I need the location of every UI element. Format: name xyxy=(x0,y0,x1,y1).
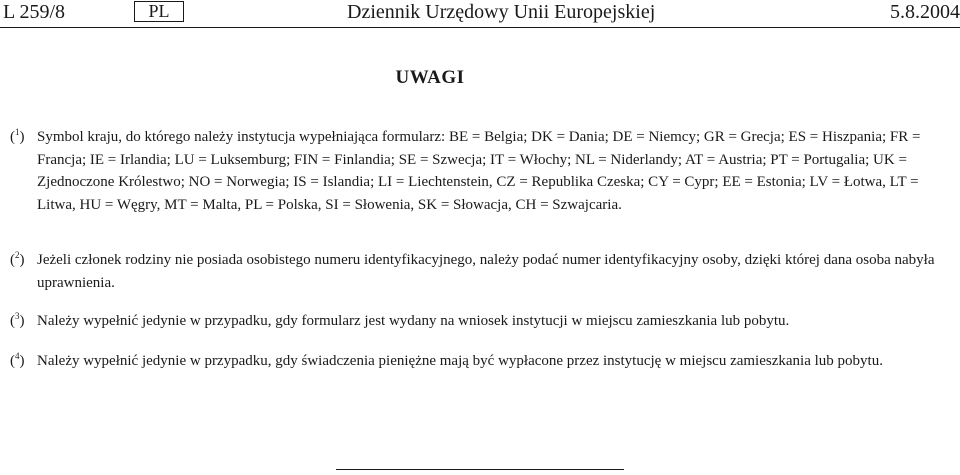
footnote-text: Należy wypełnić jedynie w przypadku, gdy formularz jest wydany na wniosek instytucji w miejscu zamieszkania lub pobytu. xyxy=(37,313,790,329)
footnote-2 xyxy=(10,249,955,294)
language-badge: PL xyxy=(134,1,184,22)
footnote-4 xyxy=(10,350,955,373)
publication-date: 5.8.2004 xyxy=(890,1,960,23)
footnote-marker: ($^4$) xyxy=(10,351,25,369)
footnote-3 xyxy=(10,310,955,333)
footnote-text: Symbol kraju, do którego należy instytucja wypełniająca formularz: BE = Belgia; DK = Dania; DE = Niemcy; GR = Grecja; ES = Hiszpania; FR = Francja; IE = Irlandia; LU = Luksemburg; FIN = Finlandia; SE = Szwecja; IT = Włochy; NL = Niderlandy; AT = Austria; PT = Portugalia; UK = Zjednoczone Królestwo; NO = Norwegia; IS = Islandia; LI = Liechtenstein, CZ = Republika Czeska; CY = Cypr; EE = Estonia; LV = Łotwa, LT = Litwa, HU = Węgry, MT = Malta, PL = Polska, SI = Słowenia, SK = Słowacja, CH = Szwajcaria. xyxy=(37,129,921,213)
page-header xyxy=(0,0,960,26)
section-title: UWAGI xyxy=(395,67,465,88)
footnote-marker: ($^3$) xyxy=(10,311,25,329)
footer-divider xyxy=(336,469,624,470)
header-divider xyxy=(0,27,960,28)
journal-reference: L 259/8 xyxy=(3,1,66,23)
footnote-text: Jeżeli członek rodziny nie posiada osobistego numeru identyfikacyjnego, należy podać numer identyfikacyjny osoby, dzięki której dana osoba nabyła uprawnienia. xyxy=(37,252,935,291)
journal-title: Dziennik Urzędowy Unii Europejskiej xyxy=(347,1,656,23)
footnote-1 xyxy=(10,126,955,216)
footnote-marker: ($^2$) xyxy=(10,250,25,268)
footnote-text: Należy wypełnić jedynie w przypadku, gdy świadczenia pieniężne mają być wypłacone przez instytucję w miejscu zamieszkania lub pobytu. xyxy=(37,353,883,369)
footnote-marker: ($^1$) xyxy=(10,127,25,145)
